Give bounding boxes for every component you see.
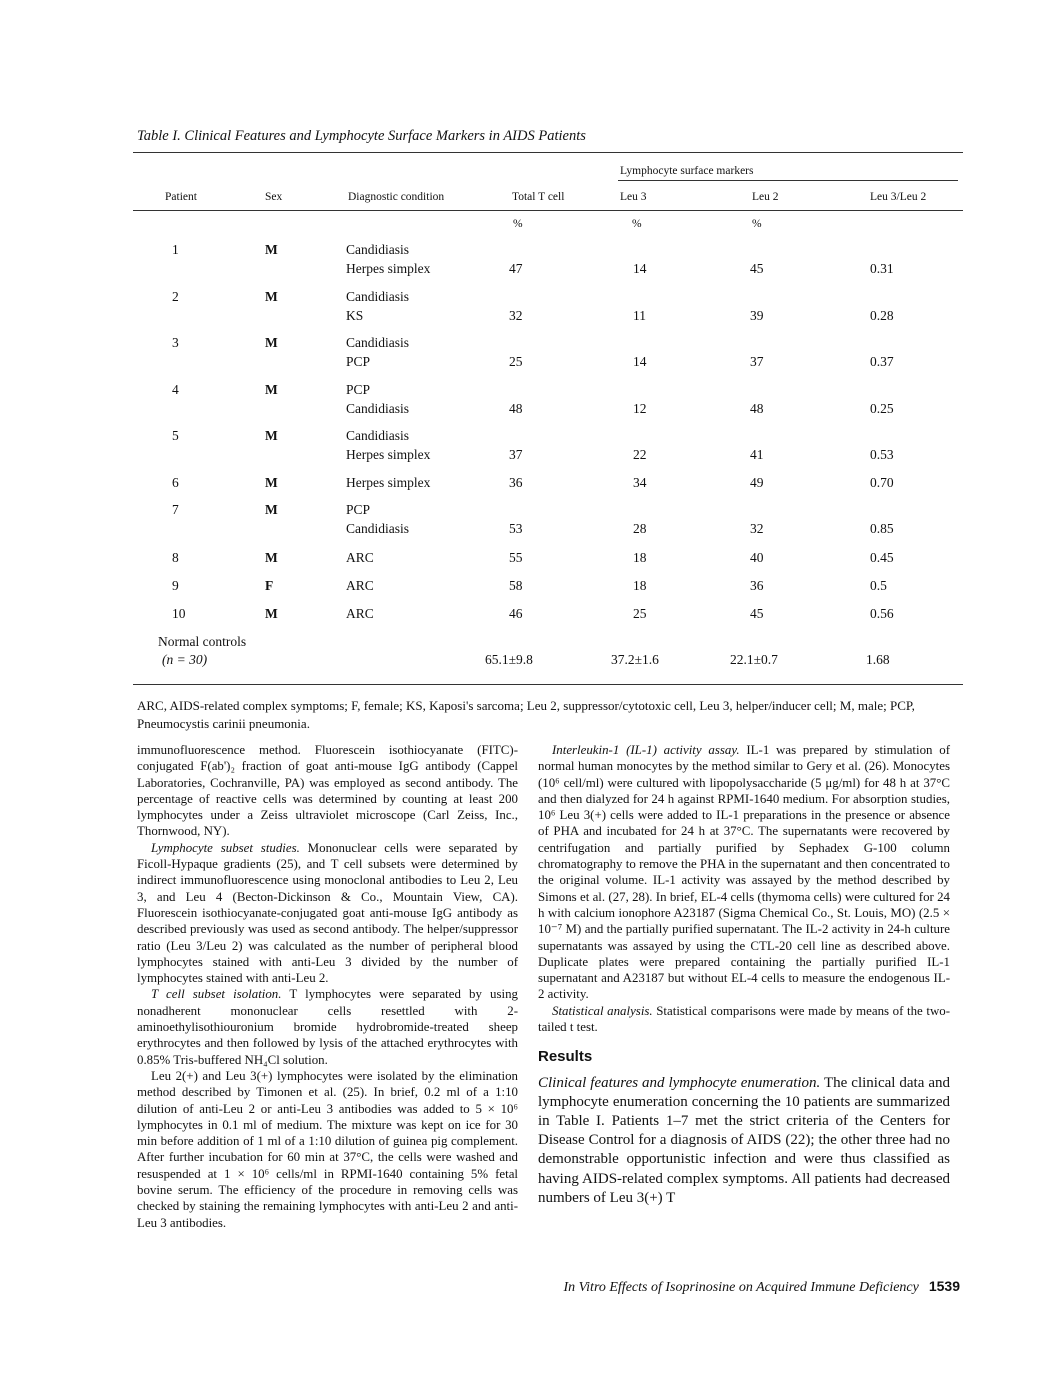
header-ratio: Leu 3/Leu 2	[870, 191, 927, 203]
cell-sex: M	[265, 502, 278, 517]
cell-ratio: 0.28	[870, 307, 894, 323]
cell-leu3: 28	[633, 520, 647, 536]
cell-leu3: 12	[633, 400, 647, 416]
cell-leu3: 18	[633, 578, 647, 593]
table-bottom-rule	[133, 684, 963, 685]
controls-leu2: 22.1±0.7	[730, 652, 778, 667]
cell-leu2: 41	[750, 446, 764, 462]
header-sex: Sex	[265, 191, 283, 203]
cell-sex: M	[265, 382, 278, 397]
cell-diagnosis: PCP	[346, 382, 371, 397]
cell-diagnosis: Candidiasis	[346, 335, 409, 350]
right-column	[538, 742, 950, 1208]
table-caption: Table I. Clinical Features and Lymphocyte Surface Markers in AIDS Patients	[137, 128, 586, 144]
cell-patient: 4	[172, 382, 179, 397]
controls-label: Normal controls	[158, 634, 247, 649]
cell-leu2: 39	[750, 307, 764, 323]
controls-ratio: 1.68	[866, 652, 890, 667]
header-total-t: Total T cell	[512, 191, 565, 203]
unit-total-t: %	[513, 218, 523, 230]
cell-diagnosis: ARC	[346, 578, 374, 593]
unit-leu3: %	[632, 218, 642, 230]
cell-total-t: 53	[509, 520, 523, 536]
cell-sex: M	[265, 289, 278, 304]
header-leu3: Leu 3	[620, 191, 647, 203]
cell-sex: F	[265, 578, 274, 593]
group-header: Lymphocyte surface markers	[620, 165, 754, 177]
cell-leu3: 34	[633, 475, 647, 490]
cell-leu3: 18	[633, 550, 647, 565]
paragraph: Statistical analysis. Statistical comparisons were made by means of the two-tailed t test.	[538, 1003, 950, 1035]
header-diagnosis: Diagnostic condition	[348, 191, 445, 203]
cell-total-t: 25	[509, 353, 523, 369]
page-number: 1539	[928, 1278, 960, 1294]
page-footer	[563, 1278, 960, 1296]
cell-ratio: 0.31	[870, 260, 894, 276]
cell-patient: 9	[172, 578, 179, 593]
header-patient: Patient	[165, 191, 197, 203]
cell-ratio: 0.70	[870, 475, 894, 490]
cell-total-t: 32	[509, 307, 523, 323]
paragraph: immunofluorescence method. Fluorescein isothiocyanate (FITC)-conjugated F(ab')₂ fraction of goat anti-mouse IgG antibody (Cappel Laboratories, Cochranville, PA) was employed as second antibody. The percentage of reactive cells was determined by counting at least 200 lymphocytes under a Zeiss ultraviolet microscope (Carl Zeiss, Inc., Thornwood, NY).	[137, 743, 518, 839]
cell-leu2: 36	[750, 578, 764, 593]
cell-diagnosis: Candidiasis	[346, 428, 409, 443]
cell-leu3: 14	[633, 353, 647, 369]
left-column	[137, 742, 518, 1231]
cell-leu3: 11	[633, 307, 646, 323]
cell-diagnosis: Herpes simplex	[346, 475, 431, 490]
cell-ratio: 0.56	[870, 606, 894, 621]
cell-total-t: 37	[509, 446, 523, 462]
cell-ratio: 0.5	[870, 578, 887, 593]
table-top-rule	[133, 152, 963, 153]
cell-total-t: 55	[509, 550, 523, 565]
cell-ratio: 0.53	[870, 446, 894, 462]
controls-total-t: 65.1±9.8	[485, 652, 533, 667]
cell-patient: 10	[172, 606, 186, 621]
cell-leu2: 37	[750, 353, 764, 369]
cell-sex: M	[265, 242, 278, 257]
paragraph: Leu 2(+) and Leu 3(+) lymphocytes were isolated by the elimination method described by Timonen et al. (25). In brief, 0.2 ml of a 1:10 dilution of anti-Leu 2 or anti-Leu 3 antibodies was added to 5 × 10⁶ lymphocytes in 0.1 ml of medium. The mixture was kept on ice for 30 min before addition of 1 ml of a 1:10 dilution of guinea pig complement. After further incubation for 60 min at 37°C, the cells were washed and resuspended at 1 × 10⁶ cells/ml in RPMI-1640 containing 5% fetal bovine serum. The efficiency of the procedure in removing cells was checked by staining the remaining lymphocytes with anti-Leu 2 and anti-Leu 3 antibodies.	[137, 1068, 518, 1230]
cell-diagnosis: ARC	[346, 550, 374, 565]
cell-patient: 6	[172, 475, 179, 490]
cell-ratio: 0.45	[870, 550, 894, 565]
cell-sex: M	[265, 550, 278, 565]
cell-total-t: 36	[509, 475, 523, 490]
header-leu2: Leu 2	[752, 191, 779, 203]
cell-total-t: 47	[509, 260, 523, 276]
header-rule	[133, 210, 963, 211]
cell-total-t: 58	[509, 578, 523, 593]
cell-diagnosis: Candidiasis	[346, 400, 409, 416]
cell-diagnosis: PCP	[346, 502, 371, 517]
table-footnote: ARC, AIDS-related complex symptoms; F, female; KS, Kaposi's sarcoma; Leu 2, suppressor/cytotoxic cell, Leu 3, helper/inducer cell; M, male; PCP, Pneumocystis carinii pneumonia.	[137, 698, 915, 731]
cell-leu2: 32	[750, 520, 764, 536]
results-paragraph: Clinical features and lymphocyte enumeration. The clinical data and lymphocyte enumeration concerning the 10 patients are summarized in Table I. Patients 1–7 met the strict criteria of the Centers for Disease Control for a diagnosis of AIDS (22); the other three had no demonstrable opportunistic infection and were thus classified as having AIDS-related complex symptoms. All patients had decreased numbers of Leu 3(+) T	[538, 1074, 950, 1206]
cell-diagnosis: KS	[346, 307, 364, 323]
paragraph: T cell subset isolation. T lymphocytes were separated by using nonadherent mononuclear cells resettled with 2-aminoethylisothiouronium bromide hydrobromide-treated sheep erythrocytes and then followed by lysis of the attached erythrocytes with 0.85% Tris-buffered NH₄Cl solution.	[137, 987, 518, 1067]
cell-diagnosis: PCP	[346, 353, 371, 369]
cell-patient: 8	[172, 550, 179, 565]
cell-diagnosis: Herpes simplex	[346, 260, 431, 276]
cell-sex: M	[265, 335, 278, 350]
controls-leu3: 37.2±1.6	[611, 652, 659, 667]
cell-leu2: 49	[750, 475, 764, 490]
cell-sex: M	[265, 428, 278, 443]
cell-diagnosis: ARC	[346, 606, 374, 621]
group-rule	[618, 180, 958, 181]
cell-patient: 1	[172, 242, 179, 257]
cell-total-t: 48	[509, 400, 523, 416]
cell-leu2: 40	[750, 550, 764, 565]
cell-diagnosis: Herpes simplex	[346, 446, 431, 462]
cell-patient: 3	[172, 335, 179, 350]
cell-patient: 7	[172, 502, 179, 517]
cell-patient: 2	[172, 289, 179, 304]
cell-diagnosis: Candidiasis	[346, 289, 409, 304]
running-title: In Vitro Effects of Isoprinosine on Acquired Immune Deficiency	[563, 1280, 919, 1295]
cell-patient: 5	[172, 428, 179, 443]
cell-sex: M	[265, 606, 278, 621]
cell-ratio: 0.37	[870, 353, 894, 369]
cell-leu3: 22	[633, 446, 647, 462]
paragraph: Interleukin-1 (IL-1) activity assay. IL-1 was prepared by stimulation of normal human monocytes by the method similar to Gery et al. (26). Monocytes (10⁶ cell/ml) were cultured with lipopolysaccharide (5 μg/ml) for 48 h at 37°C and then dialyzed for 24 h against RPMI-1640 medium. For absorption studies, 10⁶ Leu 3(+) cells were added to IL-1 preparations in the presence or absence of PHA and incubated for 24 h at 37°C. The supernatants were recovered by centrifugation and partially purified by Sephadex G-100 column chromatography to remove the PHA in the supernatant and then concentrated to the original volume. IL-1 activity was assayed by the method described by Simons et al. (27, 28). In brief, EL-4 cells (thymoma cells) were cultured for 24 h with calcium ionophore A23187 (Sigma Chemical Co., St. Louis, MO) (2.5 × 10⁻⁷ M) and the partially purified supernatant. The IL-2 activity in 24-h culture supernatants was assayed by using the CTL-20 cell line as described above. Duplicate plates were prepared containing the partially purified IL-1 supernatant and A23187 but without EL-4 cells to measure the endogenous IL-2 activity.	[538, 743, 950, 1002]
cell-sex: M	[265, 475, 278, 490]
cell-leu2: 48	[750, 400, 764, 416]
controls-n: (n = 30)	[162, 652, 208, 667]
unit-leu2: %	[752, 218, 762, 230]
cell-leu2: 45	[750, 260, 764, 276]
cell-leu3: 25	[633, 606, 647, 621]
cell-ratio: 0.25	[870, 400, 894, 416]
cell-leu3: 14	[633, 260, 647, 276]
cell-diagnosis: Candidiasis	[346, 242, 409, 257]
results-heading: Results	[538, 1048, 593, 1066]
cell-total-t: 46	[509, 606, 523, 621]
cell-ratio: 0.85	[870, 520, 894, 536]
cell-diagnosis: Candidiasis	[346, 520, 409, 536]
paragraph: Lymphocyte subset studies. Mononuclear cells were separated by Ficoll-Hypaque gradients (25), and T cell subsets were determined by indirect immunofluorescence using monoclonal antibodies to Leu 2, Leu 3, and Leu 4 (Becton-Dickinson & Co., Mountain View, CA). Fluorescein isothiocyanate-conjugated goat anti-mouse IgG antibody as described previously was used as second antibody. The helper/suppressor ratio (Leu 3/Leu 2) was calculated as the number of peripheral blood lymphocytes stained with anti-Leu 3 divided by the number of lymphocytes stained with anti-Leu 2.	[137, 840, 518, 986]
cell-leu2: 45	[750, 606, 764, 621]
